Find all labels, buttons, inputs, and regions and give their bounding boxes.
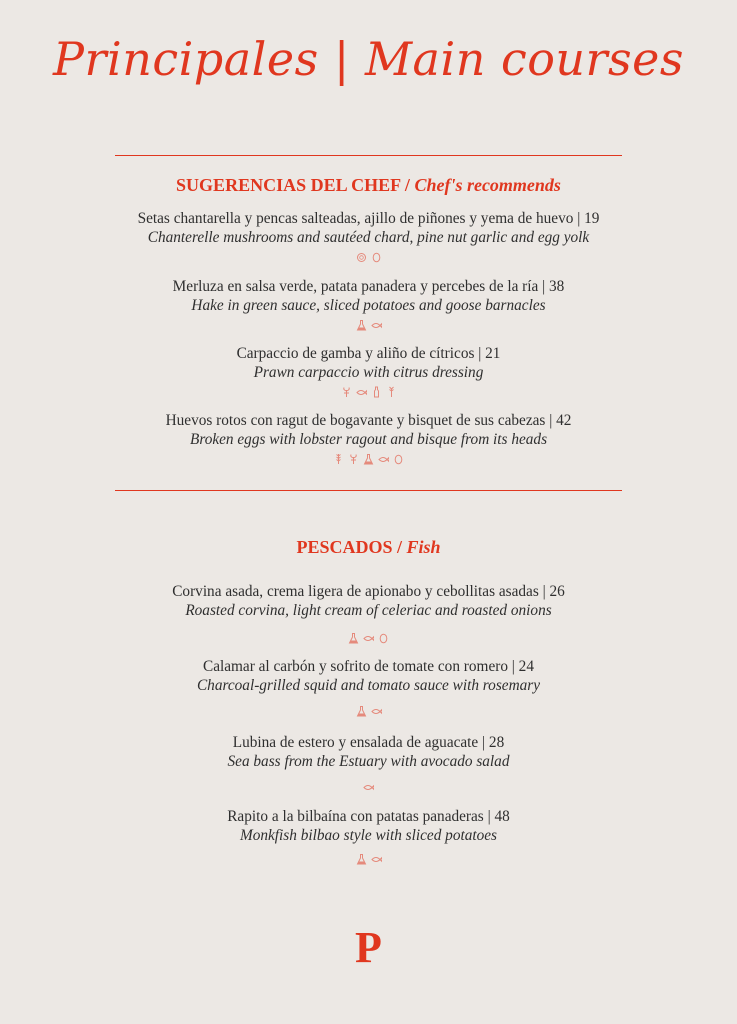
flask-icon bbox=[363, 453, 374, 465]
allergen-icons bbox=[0, 453, 737, 467]
wheat-icon bbox=[333, 453, 344, 465]
fish-icon bbox=[371, 319, 382, 331]
fish-icon bbox=[356, 386, 367, 398]
allergen-icons bbox=[0, 705, 737, 719]
fish-icon bbox=[371, 853, 382, 865]
menu-item bbox=[0, 807, 737, 867]
allergen-icons bbox=[0, 781, 737, 795]
menu-item bbox=[0, 277, 737, 333]
menu-item bbox=[0, 411, 737, 467]
dish-name-en: Sea bass from the Estuary with avocado salad bbox=[227, 753, 510, 770]
dish-name-en: Monkfish bilbao style with sliced potatoes bbox=[239, 827, 498, 844]
allergen-icons bbox=[0, 853, 737, 867]
allergen-icons bbox=[0, 319, 737, 333]
nuts-icon bbox=[356, 251, 367, 263]
section-heading-es: SUGERENCIAS DEL CHEF / bbox=[176, 175, 410, 195]
dish-name-en: Charcoal-grilled squid and tomato sauce with rosemary bbox=[196, 677, 541, 694]
dish-name-en: Roasted corvina, light cream of celeriac and roasted onions bbox=[185, 602, 552, 619]
dish-name-en: Broken eggs with lobster ragout and bisque from its heads bbox=[189, 431, 548, 448]
egg-icon bbox=[378, 632, 389, 644]
menu-item bbox=[0, 344, 737, 400]
dish-name-en: Chanterelle mushrooms and sautéed chard, pine nut garlic and egg yolk bbox=[147, 229, 590, 246]
allergen-icons bbox=[0, 386, 737, 400]
dish-name-es: Setas chantarella y pencas salteadas, ajillo de piñones y yema de huevo | 19 bbox=[137, 210, 600, 227]
section-heading-fish bbox=[0, 537, 737, 558]
dish-name-es: Huevos rotos con ragut de bogavante y bisquet de sus cabezas | 42 bbox=[165, 412, 572, 429]
dish-name-es: Calamar al carbón y sofrito de tomate con romero | 24 bbox=[203, 658, 534, 675]
dish-name-es: Corvina asada, crema ligera de apionabo y cebollitas asadas | 26 bbox=[172, 583, 565, 600]
celery-icon bbox=[386, 386, 397, 398]
page-title: Principales | Main courses bbox=[53, 32, 684, 86]
crustacean-icon bbox=[341, 386, 352, 398]
flask-icon bbox=[356, 705, 367, 717]
fish-icon bbox=[378, 453, 389, 465]
section-heading-en: Chef's recommends bbox=[414, 175, 561, 195]
dish-name-en: Prawn carpaccio with citrus dressing bbox=[253, 364, 484, 381]
bottle-icon bbox=[371, 386, 382, 398]
egg-icon bbox=[393, 453, 404, 465]
section-heading-chef bbox=[0, 175, 737, 196]
dish-name-es: Merluza en salsa verde, patata panadera y percebes de la ría | 38 bbox=[172, 278, 565, 295]
menu-item bbox=[0, 582, 737, 646]
section-heading-es: PESCADOS / bbox=[296, 537, 402, 557]
fish-icon bbox=[363, 781, 374, 793]
dish-name-es: Carpaccio de gamba y aliño de cítricos | 21 bbox=[236, 345, 501, 362]
flask-icon bbox=[348, 632, 359, 644]
menu-item bbox=[0, 209, 737, 265]
allergen-icons bbox=[0, 251, 737, 265]
section-heading-en: Fish bbox=[406, 537, 441, 557]
divider bbox=[115, 155, 622, 156]
flask-icon bbox=[356, 319, 367, 331]
restaurant-logo: P bbox=[355, 923, 382, 972]
egg-icon bbox=[371, 251, 382, 263]
dish-name-es: Rapito a la bilbaína con patatas panaderas | 48 bbox=[227, 808, 510, 825]
flask-icon bbox=[356, 853, 367, 865]
crustacean-icon bbox=[348, 453, 359, 465]
allergen-icons bbox=[0, 632, 737, 646]
dish-name-es: Lubina de estero y ensalada de aguacate | 28 bbox=[232, 734, 505, 751]
fish-icon bbox=[363, 632, 374, 644]
fish-icon bbox=[371, 705, 382, 717]
dish-name-en: Hake in green sauce, sliced potatoes and goose barnacles bbox=[191, 297, 546, 314]
divider bbox=[115, 490, 622, 491]
menu-item bbox=[0, 657, 737, 719]
menu-item bbox=[0, 733, 737, 795]
